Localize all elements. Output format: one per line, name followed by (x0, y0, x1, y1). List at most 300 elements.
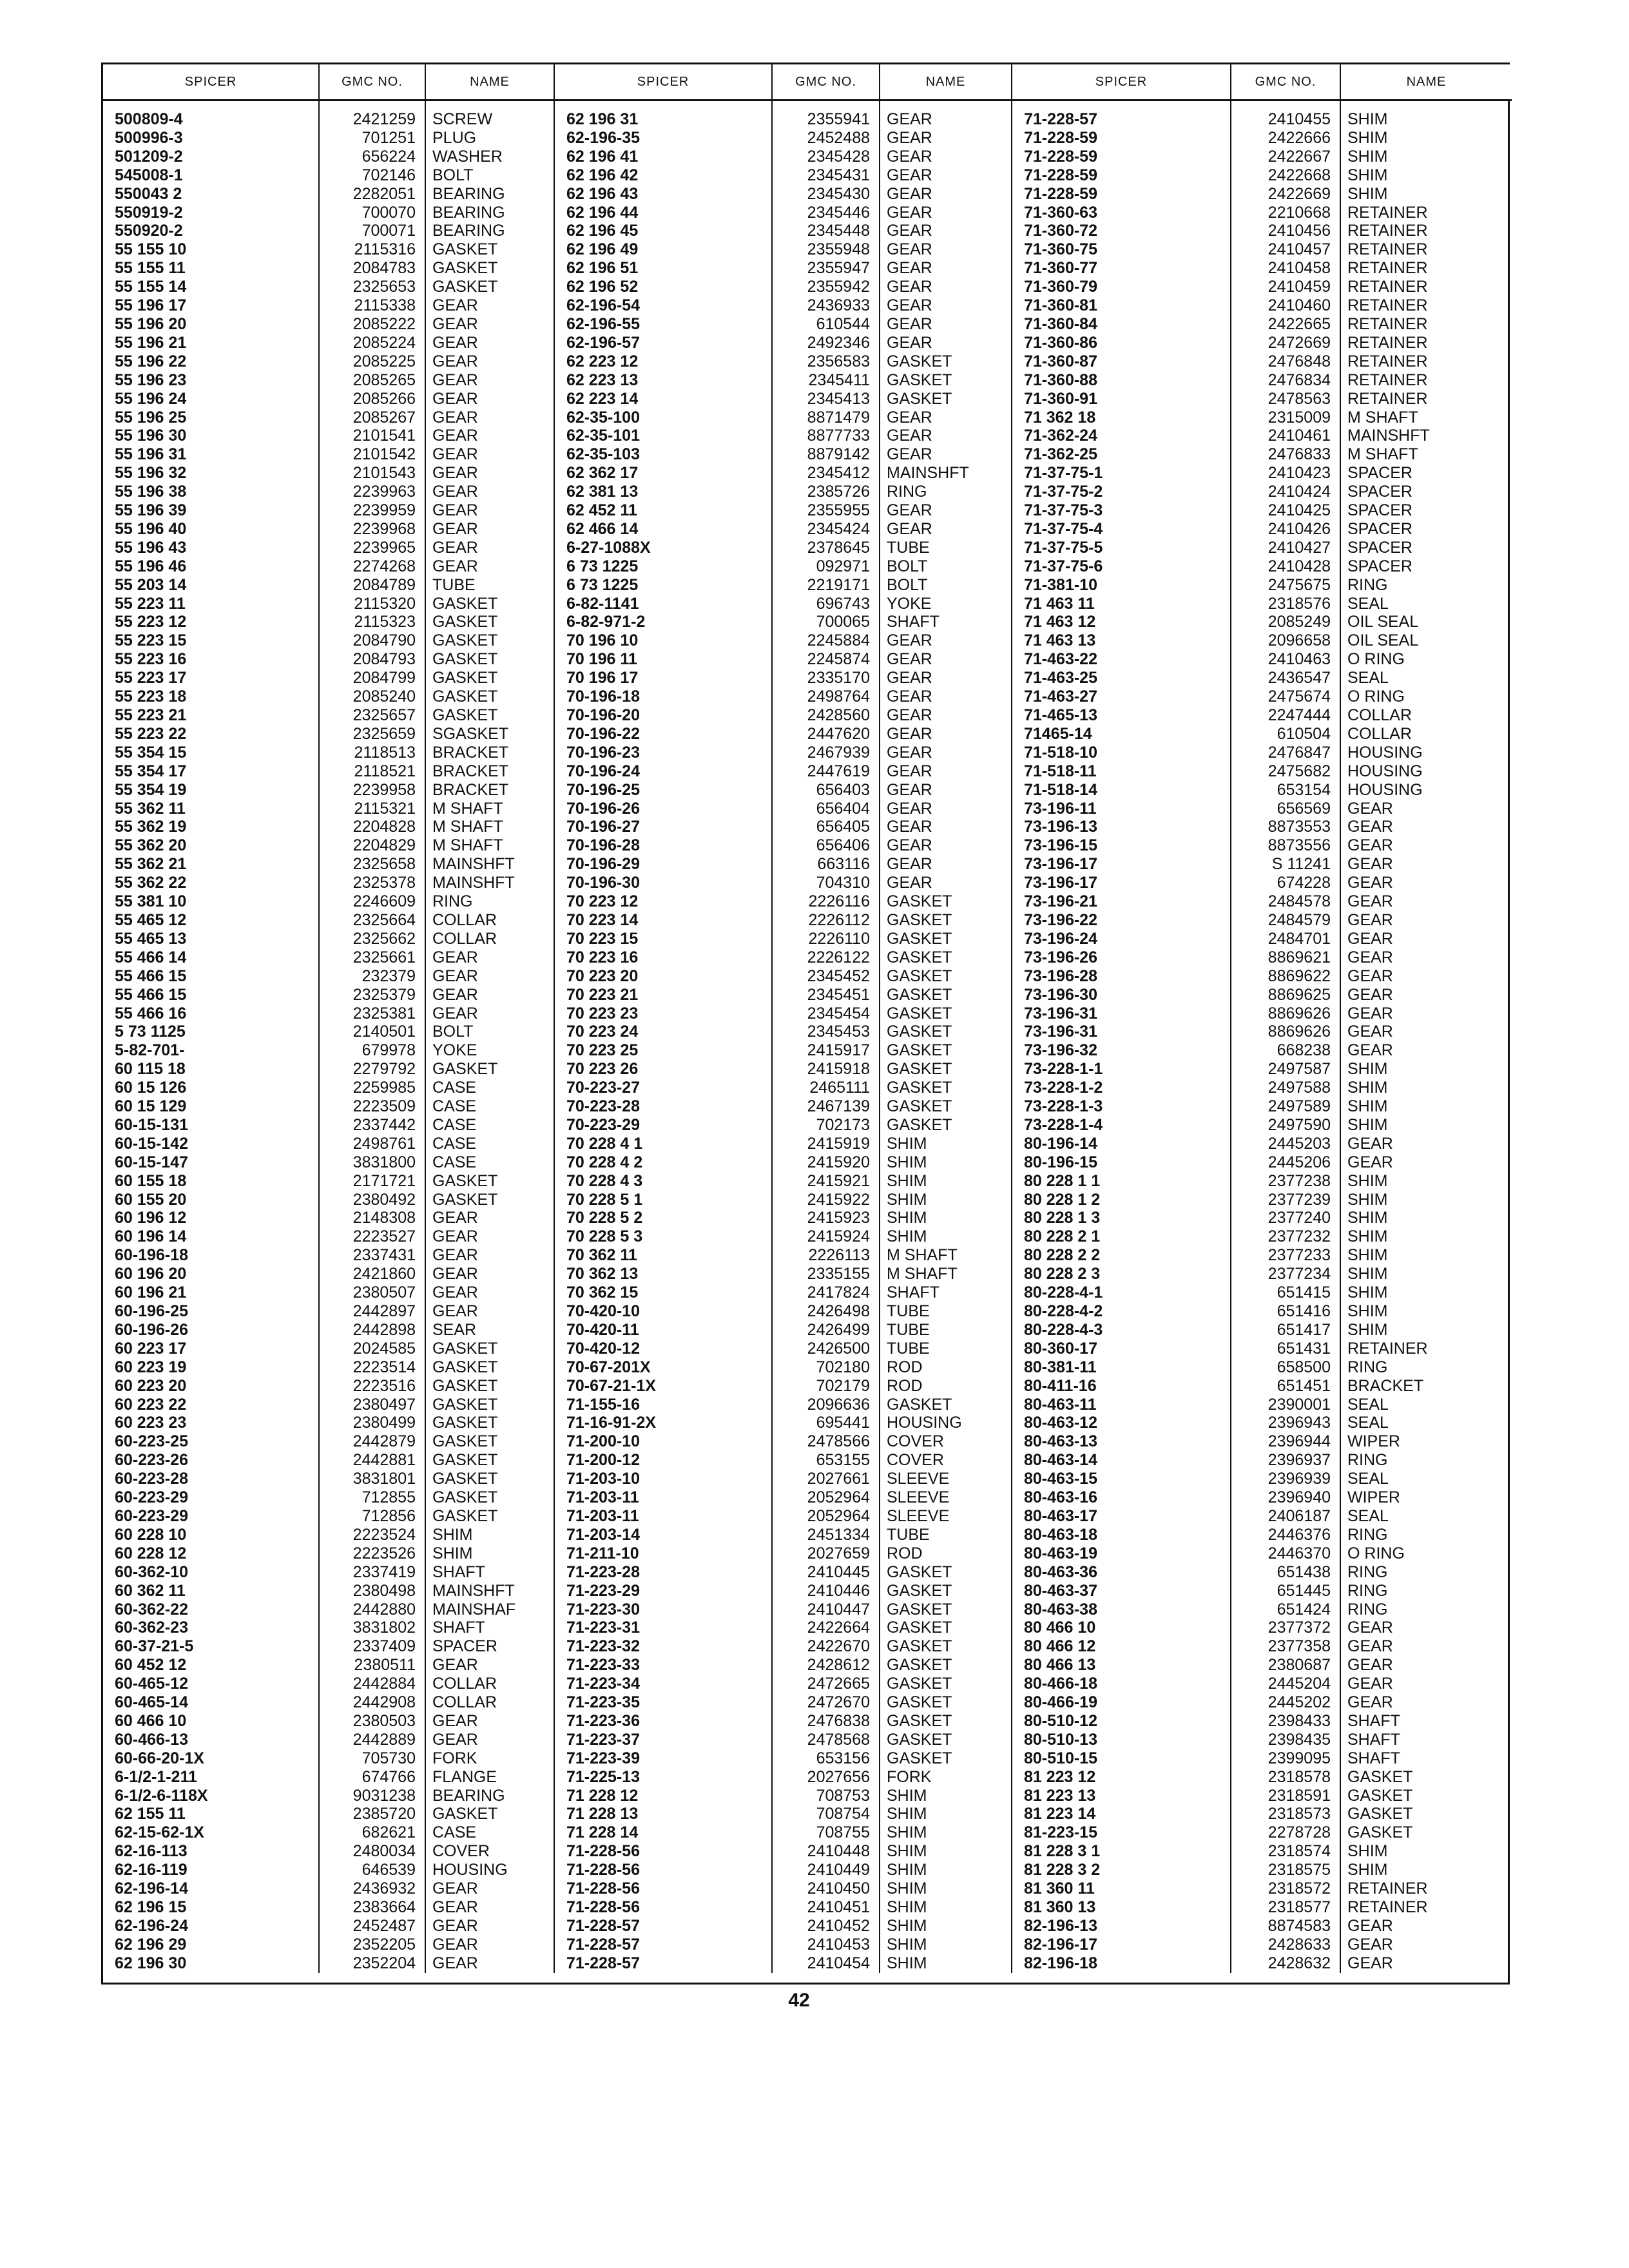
gmc-part-number: 2442898 (319, 1321, 425, 1340)
spicer-part-number: 71-37-75-1 (1012, 464, 1231, 483)
table-row (103, 371, 1512, 390)
gmc-part-number: 653154 (1231, 781, 1340, 800)
table-row (103, 408, 1512, 427)
spicer-part-number: 71-463-25 (1012, 669, 1231, 687)
gmc-part-number: 2445204 (1231, 1675, 1340, 1693)
table-row (103, 1563, 1512, 1582)
part-name: GASKET (425, 1358, 554, 1377)
spicer-part-number: 73-228-1-4 (1012, 1116, 1231, 1135)
table-row (103, 1227, 1512, 1246)
spicer-part-number: 55 223 22 (115, 724, 187, 743)
part-name: SPACER (1340, 520, 1512, 539)
part-name: GASKET (880, 1637, 1012, 1656)
table-row (103, 1246, 1512, 1265)
gmc-part-number: 2085266 (319, 390, 425, 408)
gmc-part-number: 656403 (772, 781, 880, 800)
spicer-part-number: 60 466 10 (115, 1711, 187, 1730)
gmc-part-number: 702146 (319, 166, 425, 185)
gmc-part-number: 2318578 (1231, 1768, 1340, 1787)
part-name: SHIM (880, 1135, 1012, 1153)
part-name: GEAR (880, 762, 1012, 781)
gmc-part-number: 2318574 (1231, 1842, 1340, 1861)
spicer-part-number: 70 362 11 (554, 1246, 772, 1265)
table-row (103, 352, 1512, 371)
spicer-part-number: 70 223 14 (554, 911, 772, 930)
spicer-part-number: 60-223-26 (115, 1451, 188, 1470)
part-name: SHIM (1340, 1302, 1512, 1321)
part-name: GASKET (880, 1060, 1012, 1079)
gmc-part-number: 2472670 (772, 1693, 880, 1712)
spicer-part-number: 62 196 15 (115, 1898, 187, 1916)
table-row (103, 1097, 1512, 1116)
gmc-part-number: 8879142 (772, 445, 880, 464)
part-name: GEAR (880, 222, 1012, 240)
part-name: MAINSHFT (425, 874, 554, 892)
spicer-part-number: 71-518-11 (1012, 762, 1231, 781)
spicer-part-number: 70-196-29 (554, 855, 772, 874)
gmc-part-number: 2442880 (319, 1600, 425, 1619)
part-name: RETAINER (1340, 1340, 1512, 1358)
gmc-part-number: 2399095 (1231, 1749, 1340, 1768)
spicer-part-number: 70 228 5 3 (554, 1227, 772, 1246)
spicer-part-number: 71-228-56 (554, 1879, 772, 1898)
table-row (103, 687, 1512, 706)
part-name: COLLAR (425, 930, 554, 948)
gmc-part-number: 2315009 (1231, 408, 1340, 427)
part-name: CASE (425, 1153, 554, 1172)
part-name: GASKET (425, 669, 554, 687)
part-name: GASKET (880, 1396, 1012, 1414)
gmc-part-number: 2478563 (1231, 390, 1340, 408)
gmc-part-number: 2085240 (319, 687, 425, 706)
spicer-part-number: 62-196-14 (115, 1879, 188, 1898)
gmc-part-number: 2377232 (1231, 1227, 1340, 1246)
gmc-part-number: 2223516 (319, 1377, 425, 1396)
spicer-part-number: 71-200-10 (554, 1432, 772, 1451)
gmc-part-number: 2115320 (319, 595, 425, 613)
gmc-part-number: 2442908 (319, 1693, 425, 1712)
part-name: RETAINER (1340, 1898, 1512, 1917)
spicer-part-number: 55 196 23 (115, 370, 187, 389)
spicer-part-number: 81 228 3 2 (1012, 1861, 1231, 1879)
gmc-part-number: 2428560 (772, 706, 880, 725)
gmc-part-number: 2171721 (319, 1172, 425, 1191)
part-name: GEAR (425, 1879, 554, 1898)
gmc-part-number: 2396943 (1231, 1414, 1340, 1432)
table-row (103, 1004, 1512, 1023)
spicer-part-number: 70 223 15 (554, 930, 772, 948)
part-name: RING (1340, 1600, 1512, 1619)
part-name: GASKET (425, 1507, 554, 1526)
header-spicer: SPICER (103, 64, 319, 101)
gmc-part-number: 2428612 (772, 1656, 880, 1675)
part-name: TUBE (880, 1321, 1012, 1340)
part-name: GEAR (880, 101, 1012, 129)
gmc-part-number: 092971 (772, 557, 880, 576)
part-name: TUBE (880, 1302, 1012, 1321)
table-row (103, 1526, 1512, 1544)
spicer-part-number: 55 203 14 (115, 575, 187, 594)
gmc-part-number: 2085249 (1231, 613, 1340, 631)
spicer-part-number: 70 228 4 3 (554, 1172, 772, 1191)
spicer-part-number: 71-200-12 (554, 1451, 772, 1470)
gmc-part-number: 702179 (772, 1377, 880, 1396)
part-name: GEAR (1340, 967, 1512, 986)
part-name: GASKET (880, 1600, 1012, 1619)
part-name: RING (880, 483, 1012, 501)
spicer-part-number: 550919-2 (115, 203, 183, 222)
part-name: GASKET (425, 1414, 554, 1432)
gmc-part-number: 2239958 (319, 781, 425, 800)
part-name: M SHAFT (425, 818, 554, 836)
gmc-part-number: 2410449 (772, 1861, 880, 1879)
part-name: GEAR (880, 334, 1012, 352)
spicer-part-number: 55 354 15 (115, 743, 187, 762)
spicer-part-number: 62 452 11 (554, 501, 772, 520)
part-name: COLLAR (425, 911, 554, 930)
part-name: FORK (880, 1768, 1012, 1787)
part-name: GEAR (1340, 1135, 1512, 1153)
table-row (103, 1153, 1512, 1172)
part-name: GEAR (425, 334, 554, 352)
spicer-part-number: 71-155-16 (554, 1396, 772, 1414)
part-name: GEAR (880, 185, 1012, 204)
gmc-part-number: 8869621 (1231, 948, 1340, 967)
part-name: BRACKET (425, 781, 554, 800)
spicer-part-number: 62 381 13 (554, 483, 772, 501)
part-name: SEAL (1340, 1396, 1512, 1414)
gmc-part-number: 2052964 (772, 1507, 880, 1526)
spicer-part-number: 62 196 44 (554, 204, 772, 222)
spicer-part-number: 80-463-12 (1012, 1414, 1231, 1432)
part-name: GEAR (425, 501, 554, 520)
part-name: O RING (1340, 1544, 1512, 1563)
part-name: GEAR (425, 464, 554, 483)
part-name: BRACKET (1340, 1377, 1512, 1396)
spicer-part-number: 73-196-31 (1012, 1023, 1231, 1041)
gmc-part-number: 2472665 (772, 1675, 880, 1693)
table-row (103, 1954, 1512, 1973)
table-row (103, 1283, 1512, 1302)
part-name: FORK (425, 1749, 554, 1768)
spicer-part-number: 6-27-1088X (554, 539, 772, 557)
part-name: GASKET (880, 1656, 1012, 1675)
gmc-part-number: 2398435 (1231, 1731, 1340, 1749)
spicer-part-number: 71-360-91 (1012, 390, 1231, 408)
gmc-part-number: 2396937 (1231, 1451, 1340, 1470)
spicer-part-number: 71-360-63 (1012, 204, 1231, 222)
spicer-part-number: 60 228 12 (115, 1544, 187, 1562)
part-name: GEAR (425, 1917, 554, 1936)
spicer-part-number: 71-228-56 (554, 1842, 772, 1861)
spicer-part-number: 80-510-15 (1012, 1749, 1231, 1768)
spicer-part-number: 81-223-15 (1012, 1823, 1231, 1842)
part-name: RING (1340, 576, 1512, 595)
part-name: SHIM (880, 1861, 1012, 1879)
gmc-part-number: 2422665 (1231, 315, 1340, 334)
part-name: RETAINER (1340, 371, 1512, 390)
gmc-part-number: 2356583 (772, 352, 880, 371)
gmc-part-number: 708753 (772, 1787, 880, 1805)
part-name: WIPER (1340, 1432, 1512, 1451)
spicer-part-number: 71-360-87 (1012, 352, 1231, 371)
gmc-part-number: 8874583 (1231, 1917, 1340, 1936)
gmc-part-number: 704310 (772, 874, 880, 892)
parts-table-body (103, 101, 1512, 1973)
gmc-part-number: 2204828 (319, 818, 425, 836)
gmc-part-number: 2380511 (319, 1656, 425, 1675)
gmc-part-number: 2226110 (772, 930, 880, 948)
part-name: GEAR (425, 1227, 554, 1246)
spicer-part-number: 80-463-18 (1012, 1526, 1231, 1544)
gmc-part-number: 2115321 (319, 800, 425, 818)
spicer-part-number: 71-228-57 (554, 1954, 772, 1973)
gmc-part-number: 2422668 (1231, 166, 1340, 185)
spicer-part-number: 62-16-113 (115, 1842, 188, 1861)
spicer-part-number: 62-196-57 (554, 334, 772, 352)
spicer-part-number: 6 73 1225 (554, 557, 772, 576)
part-name: SHIM (1340, 148, 1512, 166)
table-row (103, 874, 1512, 892)
gmc-part-number: 2385720 (319, 1805, 425, 1823)
gmc-part-number: 2223527 (319, 1227, 425, 1246)
part-name: SHIM (1340, 1265, 1512, 1283)
table-row (103, 1488, 1512, 1507)
gmc-part-number: 2345448 (772, 222, 880, 240)
part-name: GEAR (425, 948, 554, 967)
spicer-part-number: 70-420-10 (554, 1302, 772, 1321)
gmc-part-number: 2415918 (772, 1060, 880, 1079)
part-name: ROD (880, 1358, 1012, 1377)
spicer-part-number: 80 228 2 2 (1012, 1246, 1231, 1265)
part-name: SEAL (1340, 1470, 1512, 1488)
part-name: GEAR (1340, 892, 1512, 911)
part-name: GASKET (425, 650, 554, 669)
gmc-part-number: 2223514 (319, 1358, 425, 1377)
spicer-part-number: 60-223-29 (115, 1488, 188, 1507)
spicer-part-number: 71-228-57 (554, 1917, 772, 1936)
table-row (103, 1414, 1512, 1432)
table-row (103, 240, 1512, 259)
gmc-part-number: 2318577 (1231, 1898, 1340, 1917)
spicer-part-number: 55 196 43 (115, 538, 187, 557)
table-row (103, 1451, 1512, 1470)
gmc-part-number: 2335170 (772, 669, 880, 687)
spicer-part-number: 62-35-103 (554, 445, 772, 464)
gmc-part-number: 2325379 (319, 986, 425, 1004)
spicer-part-number: 550043 2 (115, 184, 182, 203)
gmc-part-number: 2345430 (772, 185, 880, 204)
gmc-part-number: 2027656 (772, 1768, 880, 1787)
gmc-part-number: 2398433 (1231, 1712, 1340, 1731)
spicer-part-number: 500809-4 (115, 110, 183, 128)
gmc-part-number: 2345451 (772, 986, 880, 1004)
spicer-part-number: 62 196 49 (554, 240, 772, 259)
gmc-part-number: 2115316 (319, 240, 425, 259)
spicer-part-number: 71-360-77 (1012, 259, 1231, 278)
gmc-part-number: 2219171 (772, 576, 880, 595)
table-row (103, 501, 1512, 520)
spicer-part-number: 70-196-18 (554, 687, 772, 706)
table-row (103, 1041, 1512, 1060)
spicer-part-number: 6-1/2-1-211 (115, 1767, 197, 1786)
table-row (103, 1582, 1512, 1600)
part-name: COVER (880, 1451, 1012, 1470)
part-name: GASKET (880, 967, 1012, 986)
spicer-part-number: 70 223 16 (554, 948, 772, 967)
gmc-part-number: 653156 (772, 1749, 880, 1768)
spicer-part-number: 60 228 10 (115, 1525, 187, 1544)
table-row (103, 1656, 1512, 1675)
spicer-part-number: 80-228-4-2 (1012, 1302, 1231, 1321)
gmc-part-number: 232379 (319, 967, 425, 986)
table-row (103, 725, 1512, 744)
part-name: BOLT (425, 166, 554, 185)
table-row (103, 1172, 1512, 1191)
part-name: GASKET (425, 1432, 554, 1451)
spicer-part-number: 80-381-11 (1012, 1358, 1231, 1377)
part-name: GEAR (425, 296, 554, 315)
part-name: CASE (425, 1097, 554, 1116)
spicer-part-number: 70-223-29 (554, 1116, 772, 1135)
gmc-part-number: 2118513 (319, 744, 425, 762)
gmc-part-number: 2084789 (319, 576, 425, 595)
part-name: GASKET (880, 1749, 1012, 1768)
gmc-part-number: 651424 (1231, 1600, 1340, 1619)
spicer-part-number: 62 466 14 (554, 520, 772, 539)
gmc-part-number: 2345428 (772, 148, 880, 166)
spicer-part-number: 55 362 22 (115, 874, 187, 892)
gmc-part-number: 2210668 (1231, 204, 1340, 222)
part-name: GEAR (880, 818, 1012, 836)
table-row (103, 1861, 1512, 1879)
part-name: GEAR (425, 1209, 554, 1227)
spicer-part-number: 80-463-36 (1012, 1563, 1231, 1582)
gmc-part-number: 610504 (1231, 725, 1340, 744)
gmc-part-number: 2325658 (319, 855, 425, 874)
gmc-part-number: 2410448 (772, 1842, 880, 1861)
table-row (103, 1116, 1512, 1135)
spicer-part-number: 60-223-28 (115, 1470, 188, 1488)
gmc-part-number: 668238 (1231, 1041, 1340, 1060)
gmc-part-number: 651451 (1231, 1377, 1340, 1396)
part-name: MAINSHAF (425, 1600, 554, 1619)
part-name: SHAFT (425, 1563, 554, 1582)
spicer-part-number: 55 196 20 (115, 314, 187, 333)
spicer-part-number: 55 465 12 (115, 910, 187, 929)
part-name: RETAINER (1340, 296, 1512, 315)
part-name: GASKET (880, 930, 1012, 948)
gmc-part-number: 3831802 (319, 1619, 425, 1637)
spicer-part-number: 71 463 11 (1012, 595, 1231, 613)
part-name: GASKET (880, 1041, 1012, 1060)
spicer-part-number: 55 155 11 (115, 259, 186, 278)
gmc-part-number: 2337442 (319, 1116, 425, 1135)
gmc-part-number: 2426498 (772, 1302, 880, 1321)
spicer-part-number: 6-82-971-2 (554, 613, 772, 631)
gmc-part-number: 8873553 (1231, 818, 1340, 836)
part-name: RETAINER (1340, 352, 1512, 371)
part-name: YOKE (425, 1041, 554, 1060)
spicer-part-number: 73-196-24 (1012, 930, 1231, 948)
spicer-part-number: 71-228-59 (1012, 166, 1231, 185)
spicer-part-number: 81 223 12 (1012, 1768, 1231, 1787)
part-name: SLEEVE (880, 1470, 1012, 1488)
spicer-part-number: 62 196 45 (554, 222, 772, 240)
spicer-part-number: 60-15-131 (115, 1115, 188, 1134)
spicer-part-number: 71-362-25 (1012, 445, 1231, 464)
part-name: GEAR (1340, 1917, 1512, 1936)
gmc-part-number: 2378645 (772, 539, 880, 557)
table-row (103, 967, 1512, 986)
spicer-part-number: 81 360 13 (1012, 1898, 1231, 1917)
table-row (103, 1879, 1512, 1898)
header-gmc-no: GMC NO. (1231, 64, 1340, 101)
part-name: GEAR (880, 166, 1012, 185)
spicer-part-number: 71-228-59 (1012, 185, 1231, 204)
gmc-part-number: 651415 (1231, 1283, 1340, 1302)
spicer-part-number: 80-463-17 (1012, 1507, 1231, 1526)
part-name: GEAR (425, 1283, 554, 1302)
table-row (103, 1823, 1512, 1842)
gmc-part-number: 2377372 (1231, 1619, 1340, 1637)
part-name: GASKET (425, 1805, 554, 1823)
gmc-part-number: 702173 (772, 1116, 880, 1135)
part-name: GEAR (880, 259, 1012, 278)
gmc-part-number: 2239959 (319, 501, 425, 520)
table-row (103, 613, 1512, 631)
table-row (103, 1712, 1512, 1731)
gmc-part-number: 2148308 (319, 1209, 425, 1227)
part-name: SHIM (1340, 1321, 1512, 1340)
gmc-part-number: 3831800 (319, 1153, 425, 1172)
part-name: GASKET (880, 1563, 1012, 1582)
gmc-part-number: 2410454 (772, 1954, 880, 1973)
spicer-part-number: 71-463-22 (1012, 650, 1231, 669)
part-name: OIL SEAL (1340, 613, 1512, 631)
part-name: TUBE (880, 1526, 1012, 1544)
spicer-part-number: 70-196-23 (554, 744, 772, 762)
part-name: GEAR (1340, 1675, 1512, 1693)
spicer-part-number: 55 196 38 (115, 483, 187, 501)
part-name: GEAR (425, 352, 554, 371)
part-name: GEAR (880, 687, 1012, 706)
gmc-part-number: 2377234 (1231, 1265, 1340, 1283)
gmc-part-number: 3831801 (319, 1470, 425, 1488)
gmc-part-number: 2421259 (319, 101, 425, 129)
gmc-part-number: 679978 (319, 1041, 425, 1060)
gmc-part-number: 2246609 (319, 892, 425, 911)
gmc-part-number: 656224 (319, 148, 425, 166)
gmc-part-number: 2377358 (1231, 1637, 1340, 1656)
spicer-part-number: 60 223 20 (115, 1376, 187, 1395)
gmc-part-number: 2410424 (1231, 483, 1340, 501)
gmc-part-number: 2084799 (319, 669, 425, 687)
part-name: GASKET (880, 892, 1012, 911)
part-name: GEAR (425, 986, 554, 1004)
part-name: GEAR (880, 501, 1012, 520)
part-name: SHIM (880, 1936, 1012, 1954)
part-name: GEAR (1340, 800, 1512, 818)
table-row (103, 911, 1512, 930)
spicer-part-number: 55 223 18 (115, 687, 187, 706)
gmc-part-number: 2084783 (319, 259, 425, 278)
spicer-part-number: 70-223-27 (554, 1079, 772, 1097)
part-name: OIL SEAL (1340, 631, 1512, 650)
spicer-part-number: 71-360-84 (1012, 315, 1231, 334)
gmc-part-number: 2027661 (772, 1470, 880, 1488)
spicer-part-number: 60 15 129 (115, 1097, 187, 1116)
